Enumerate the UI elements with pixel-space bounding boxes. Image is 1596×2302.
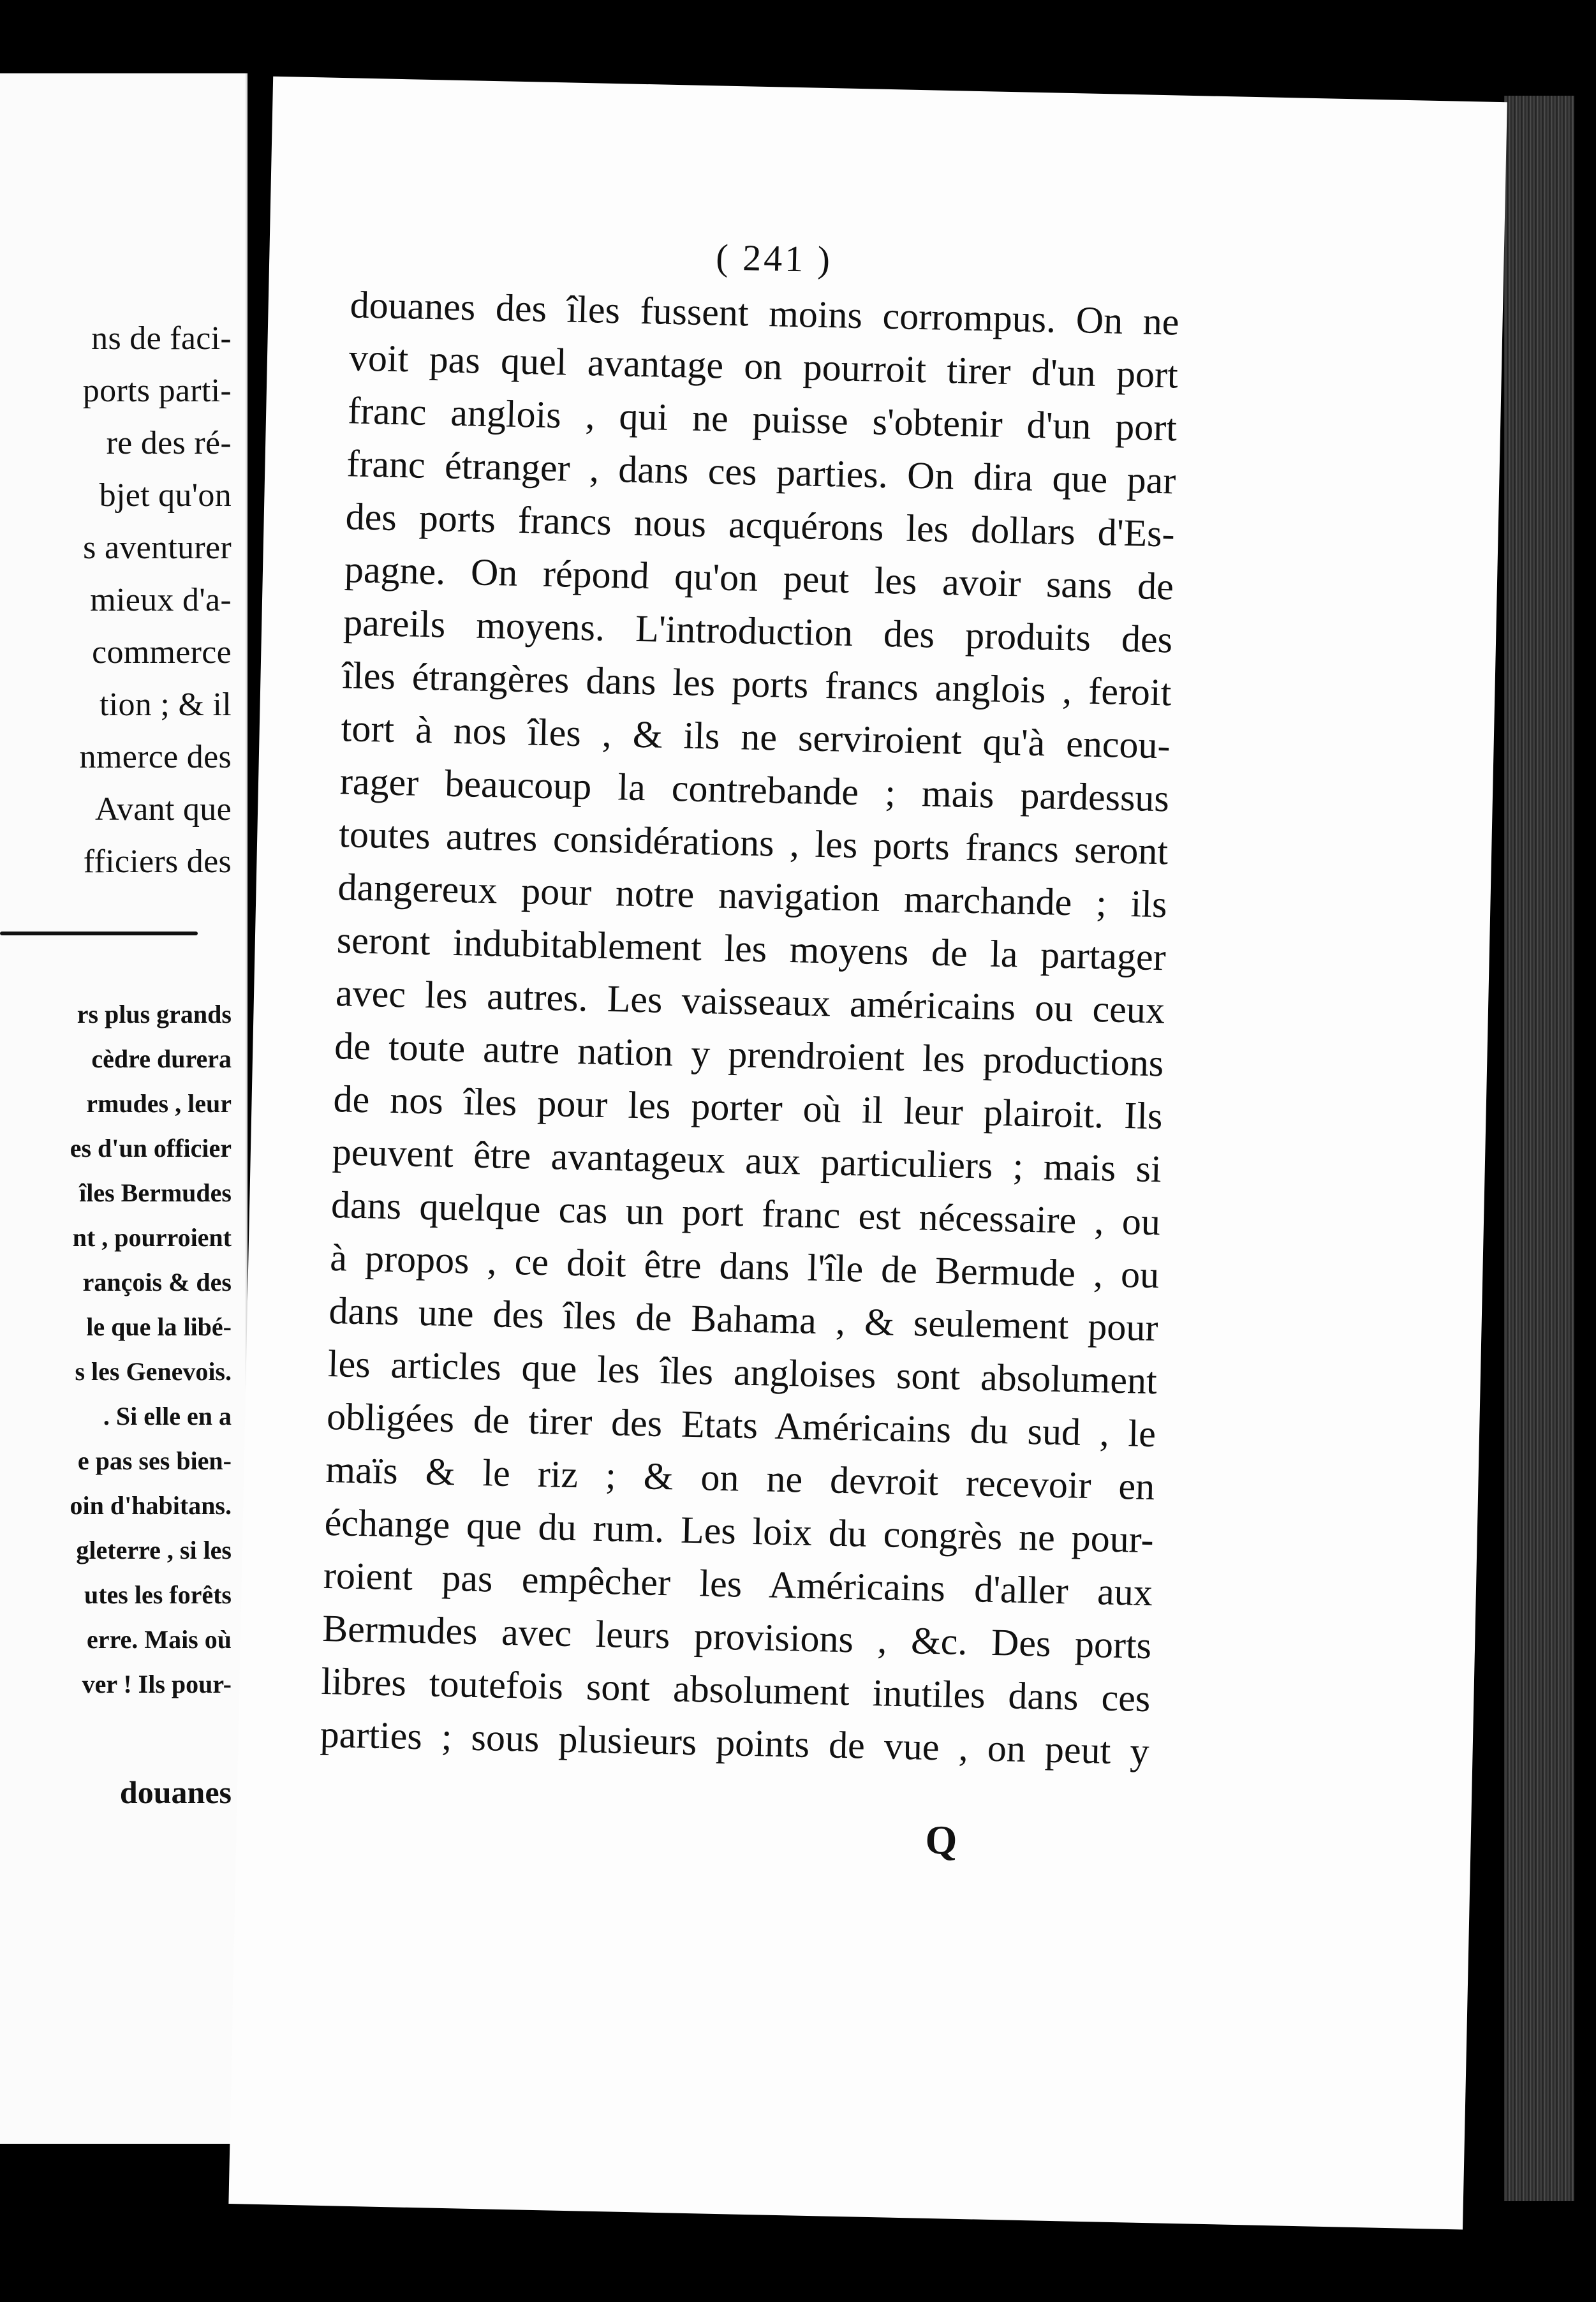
- left-footnote-line: cèdre durera: [91, 1044, 232, 1073]
- text-line: de nos îles pour les porter où il leur plairoit. Ils: [332, 1078, 1164, 1138]
- text-line: tort à nos îles , & ils ne serviroient qu'à encou-: [341, 707, 1171, 767]
- page-number: ( 241 ): [715, 236, 833, 281]
- text-line: douanes des îles fussent moins corrompus. On ne: [350, 283, 1180, 343]
- text-line: dans une des îles de Bahama , & seulement pour: [329, 1289, 1159, 1349]
- text-line: des ports francs nous acquérons les dollars d'Es-: [345, 495, 1176, 555]
- left-page-line: nmerce des: [79, 739, 232, 775]
- left-page-line: mieux d'a-: [90, 582, 232, 618]
- text-line: roient pas empêcher les Américains d'aller aux: [323, 1554, 1153, 1614]
- text-line: voit pas quel avantage on pourroit tirer d'un port: [348, 336, 1179, 396]
- left-page-line: tion ; & il: [100, 687, 232, 723]
- footnote-rule: [0, 932, 198, 935]
- text-line: les articles que les îles angloises sont absolument: [327, 1342, 1158, 1402]
- text-line: avec les autres. Les vaisseaux américains ou ceux: [335, 972, 1165, 1032]
- left-footnote-line: le que la libé-: [86, 1312, 232, 1341]
- left-footnote-line: rançois & des: [82, 1268, 232, 1296]
- left-footnote-line: oin d'habitans.: [70, 1491, 232, 1520]
- left-footnote-line: erre. Mais où: [87, 1625, 232, 1654]
- right-page: [228, 77, 1507, 2230]
- left-page-line: commerce: [92, 634, 232, 671]
- text-line: seront indubitablement les moyens de la partager: [336, 919, 1167, 979]
- left-footnote-line: e pas ses bien-: [77, 1446, 232, 1475]
- left-footnote-line: utes les forêts: [84, 1580, 232, 1609]
- text-line: libres toutefois sont absolument inutiles dans ces: [320, 1660, 1151, 1720]
- text-line: dans quelque cas un port franc est nécessaire , ou: [330, 1184, 1161, 1244]
- text-line: franc anglois , qui ne puisse s'obtenir d'un port: [347, 389, 1178, 449]
- text-line: parties ; sous plusieurs points de vue , on peut y: [320, 1712, 1150, 1773]
- page-stack-edge: [1504, 96, 1574, 2201]
- text-line: à propos , ce doit être dans l'île de Bermude , ou: [329, 1236, 1160, 1296]
- text-line: îles étrangères dans les ports francs anglois , feroit: [341, 654, 1172, 714]
- left-page-line: fficiers des: [83, 843, 232, 880]
- left-page-line: bjet qu'on: [99, 477, 232, 514]
- left-footnote-line: rmudes , leur: [86, 1089, 232, 1118]
- left-page: [0, 73, 248, 2144]
- text-line: Bermudes avec leurs provisions , &c. Des ports: [321, 1607, 1152, 1667]
- text-line: de toute autre nation y prendroient les productions: [334, 1025, 1164, 1085]
- text-line: toutes autres considérations , les ports francs seront: [338, 813, 1169, 873]
- text-line: maïs & le riz ; & on ne devroit recevoir en: [325, 1448, 1155, 1508]
- left-footnote-line: nt , pourroient: [72, 1223, 232, 1252]
- left-footnote-line: es d'un officier: [70, 1134, 232, 1162]
- left-footnote-line: îles Bermudes: [79, 1178, 232, 1207]
- left-page-line: re des ré-: [106, 425, 232, 461]
- text-line: échange que du rum. Les loix du congrès ne pour-: [324, 1501, 1155, 1561]
- left-footnote-line: . Si elle en a: [103, 1402, 232, 1430]
- left-page-line: ports parti-: [82, 373, 232, 409]
- text-line: franc étranger , dans ces parties. On dira que par: [346, 442, 1176, 502]
- text-line: dangereux pour notre navigation marchande ; ils: [337, 866, 1168, 926]
- catchword: douanes: [119, 1774, 232, 1810]
- text-line: peuvent être avantageux aux particuliers ; mais si: [332, 1131, 1162, 1191]
- left-footnote-line: ver ! Ils pour-: [82, 1670, 232, 1698]
- left-page-line: Avant que: [94, 791, 232, 828]
- left-footnote-line: s les Genevois.: [75, 1357, 232, 1386]
- text-line: pagne. On répond qu'on peut les avoir sans de: [344, 548, 1174, 608]
- text-line: obligées de tirer des Etats Américains du sud , le: [326, 1395, 1156, 1455]
- text-line: pareils moyens. L'introduction des produits des: [343, 601, 1173, 661]
- text-line: rager beaucoup la contrebande ; mais pardessus: [339, 760, 1170, 820]
- left-footnote-line: gleterre , si les: [76, 1536, 232, 1564]
- left-footnote-line: rs plus grands: [77, 1000, 232, 1028]
- left-page-line: ns de faci-: [91, 320, 232, 357]
- signature-mark: Q: [924, 1816, 958, 1863]
- left-page-line: s aventurer: [83, 530, 232, 566]
